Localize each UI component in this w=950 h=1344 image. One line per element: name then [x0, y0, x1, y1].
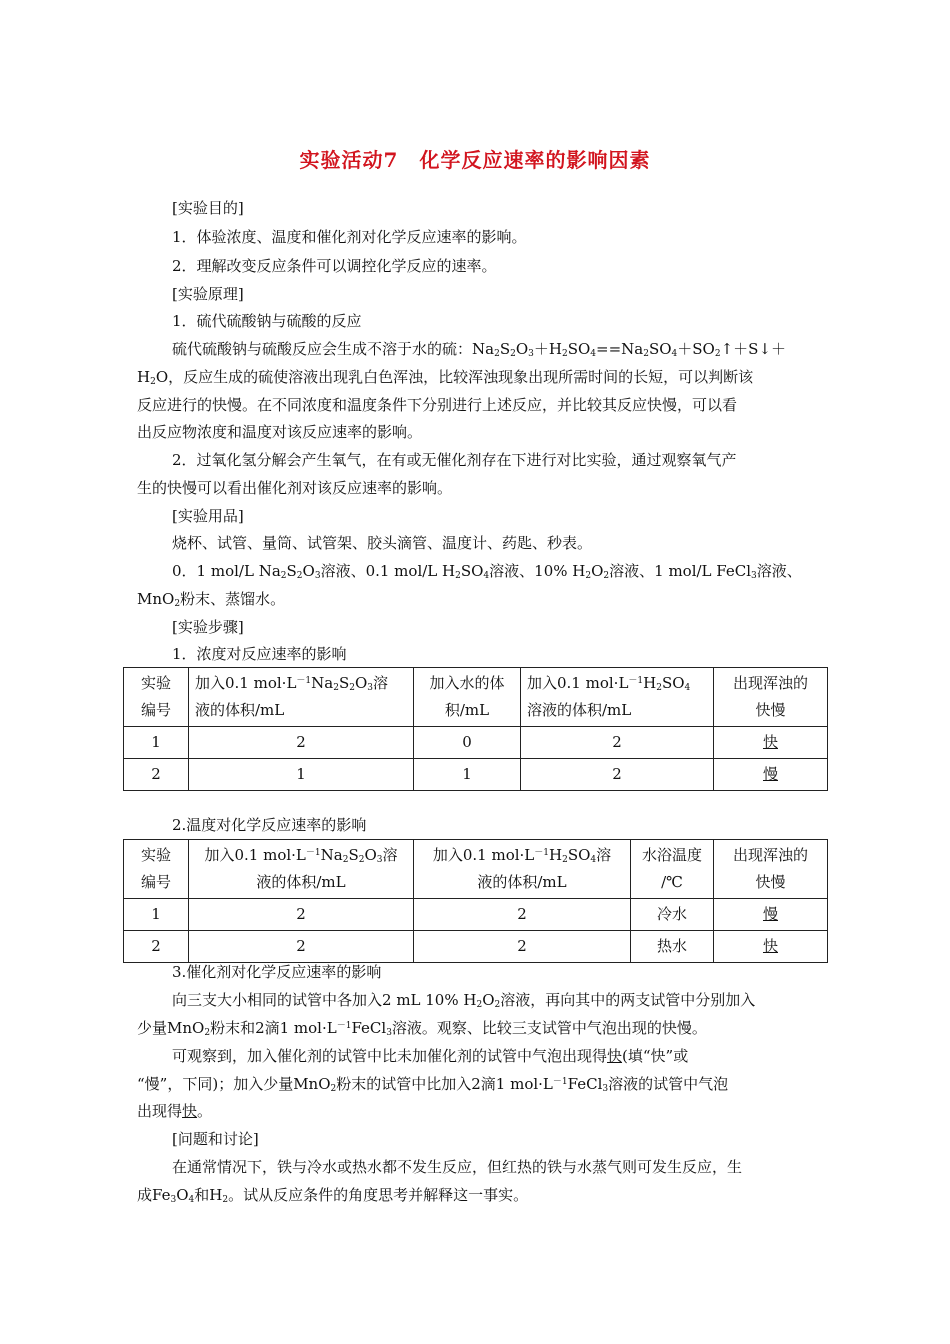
table-cell: 1: [124, 727, 189, 759]
table-header-row: [124, 668, 828, 727]
temperature-table: [123, 839, 828, 963]
answer-underline: 快: [762, 733, 778, 751]
table-cell: 2: [521, 759, 714, 791]
table-cell: [714, 727, 828, 759]
table-header-cell: 出现浑浊的 快慢: [714, 668, 828, 727]
paragraph: 向三支大小相同的试管中各加入2 mL 10% $H_2O_2$溶液，再向其中的两支试管中分别加入: [172, 991, 756, 1010]
paragraph-equation: 硫代硫酸钠与硫酸反应会生成不溶于水的硫：$Na_2S_2O_3+H_2SO_4==Na_2SO_4+SO_2↑+S↓+$: [172, 340, 787, 359]
paragraph: 1．体验浓度、温度和催化剂对化学反应速率的影响。: [172, 228, 527, 246]
table-cell: 1: [414, 759, 521, 791]
paragraph: 在通常情况下，铁与冷水或热水都不发生反应，但红热的铁与水蒸气则可发生反应，生: [172, 1158, 743, 1176]
table-cell: 热水: [631, 931, 714, 963]
answer-underline: 快: [182, 1102, 198, 1120]
table-cell: 2: [189, 727, 414, 759]
table-cell: 2: [124, 759, 189, 791]
table-cell: [714, 759, 828, 791]
answer-underline: 快: [607, 1047, 623, 1065]
paragraph: 生的快慢可以看出催化剂对该反应速率的影响。: [137, 479, 453, 497]
paragraph: MnO$_2$粉末、蒸馏水。: [137, 590, 286, 609]
paragraph: 可观察到，加入催化剂的试管中比未加催化剂的试管中气泡出现得快(填“快”或: [172, 1047, 689, 1065]
section-heading-materials: [实验用品]: [172, 507, 244, 525]
paragraph: 成$Fe_3O_4$和$H_2$。试从反应条件的角度思考并解释这一事实。: [137, 1186, 529, 1205]
page-title: 实验活动7 化学反应速率的影响因素: [299, 148, 651, 172]
table-header-cell: 加入0.1 $mol\cdot L^{-1}Na_2S_2O_3$溶 液的体积/mL: [189, 668, 414, 727]
table-cell: 冷水: [631, 899, 714, 931]
table-header-cell: 水浴温度 /℃: [631, 840, 714, 899]
paragraph: 少量MnO$_2$粉末和2滴1 $mol\cdot L^{-1}FeCl_3$溶液。观察、比较三支试管中气泡出现的快慢。: [137, 1019, 707, 1038]
table-header-cell: 加入水的体 积/mL: [414, 668, 521, 727]
table-header-cell: 实验 编号: [124, 840, 189, 899]
table-cell: 1: [124, 899, 189, 931]
table-header-cell: 出现浑浊的 快慢: [714, 840, 828, 899]
paragraph: 2．过氧化氢分解会产生氧气，在有或无催化剂存在下进行对比实验，通过观察氧气产: [172, 451, 737, 469]
table-row: [124, 931, 828, 963]
paragraph: 3.催化剂对化学反应速率的影响: [172, 963, 382, 981]
paragraph: 1．浓度对反应速率的影响: [172, 645, 347, 663]
paragraph: 2.温度对化学反应速率的影响: [172, 816, 367, 834]
table-cell: 2: [124, 931, 189, 963]
table-cell: 2: [189, 899, 414, 931]
paragraph: 反应进行的快慢。在不同浓度和温度条件下分别进行上述反应，并比较其反应快慢，可以看: [137, 396, 738, 414]
section-heading-discussion: [问题和讨论]: [172, 1130, 259, 1148]
section-heading-steps: [实验步骤]: [172, 618, 244, 636]
paragraph: 烧杯、试管、量筒、试管架、胶头滴管、温度计、药匙、秒表。: [172, 534, 593, 552]
table-row: [124, 759, 828, 791]
section-heading-purpose: [实验目的]: [172, 199, 244, 217]
table-cell: 2: [414, 899, 631, 931]
table-header-cell: 实验 编号: [124, 668, 189, 727]
paragraph-reagents: 0．1 mol/L $Na_2S_2O_3$溶液、0.1 mol/L $H_2SO_4$溶液、10% $H_2O_2$溶液、1 mol/L FeCl$_3$溶液、: [172, 562, 802, 581]
paragraph: $H_2O$，反应生成的硫使溶液出现乳白色浑浊，比较浑浊现象出现所需时间的长短，可以判断该: [137, 368, 754, 387]
answer-underline: 慢: [762, 765, 778, 783]
table-header-row: [124, 840, 828, 899]
table-cell: [714, 931, 828, 963]
paragraph: 出反应物浓度和温度对该反应速率的影响。: [137, 423, 423, 441]
table-header-cell: 加入0.1 $mol\cdot L^{-1}H_2SO_4$ 溶液的体积/mL: [521, 668, 714, 727]
paragraph: 出现得快。: [137, 1102, 213, 1120]
table-header-cell: 加入0.1 $mol\cdot L^{-1}Na_2S_2O_3$溶 液的体积/mL: [189, 840, 414, 899]
table-cell: 1: [189, 759, 414, 791]
table-row: [124, 899, 828, 931]
table-cell: [714, 899, 828, 931]
table-row: [124, 727, 828, 759]
answer-underline: 慢: [762, 905, 778, 923]
table-cell: 2: [189, 931, 414, 963]
paragraph: 2．理解改变反应条件可以调控化学反应的速率。: [172, 257, 497, 275]
concentration-table: [123, 667, 828, 791]
table-header-cell: 加入0.1 $mol\cdot L^{-1}H_2SO_4$溶 液的体积/mL: [414, 840, 631, 899]
table-cell: 0: [414, 727, 521, 759]
section-heading-principle: [实验原理]: [172, 285, 244, 303]
answer-underline: 快: [762, 937, 778, 955]
paragraph: “慢”，下同)；加入少量MnO$_2$粉末的试管中比加入2滴1 $mol\cdot L^{-1}FeCl_3$溶液的试管中气泡: [137, 1075, 729, 1094]
table-cell: 2: [521, 727, 714, 759]
table-cell: 2: [414, 931, 631, 963]
paragraph: 1．硫代硫酸钠与硫酸的反应: [172, 312, 362, 330]
